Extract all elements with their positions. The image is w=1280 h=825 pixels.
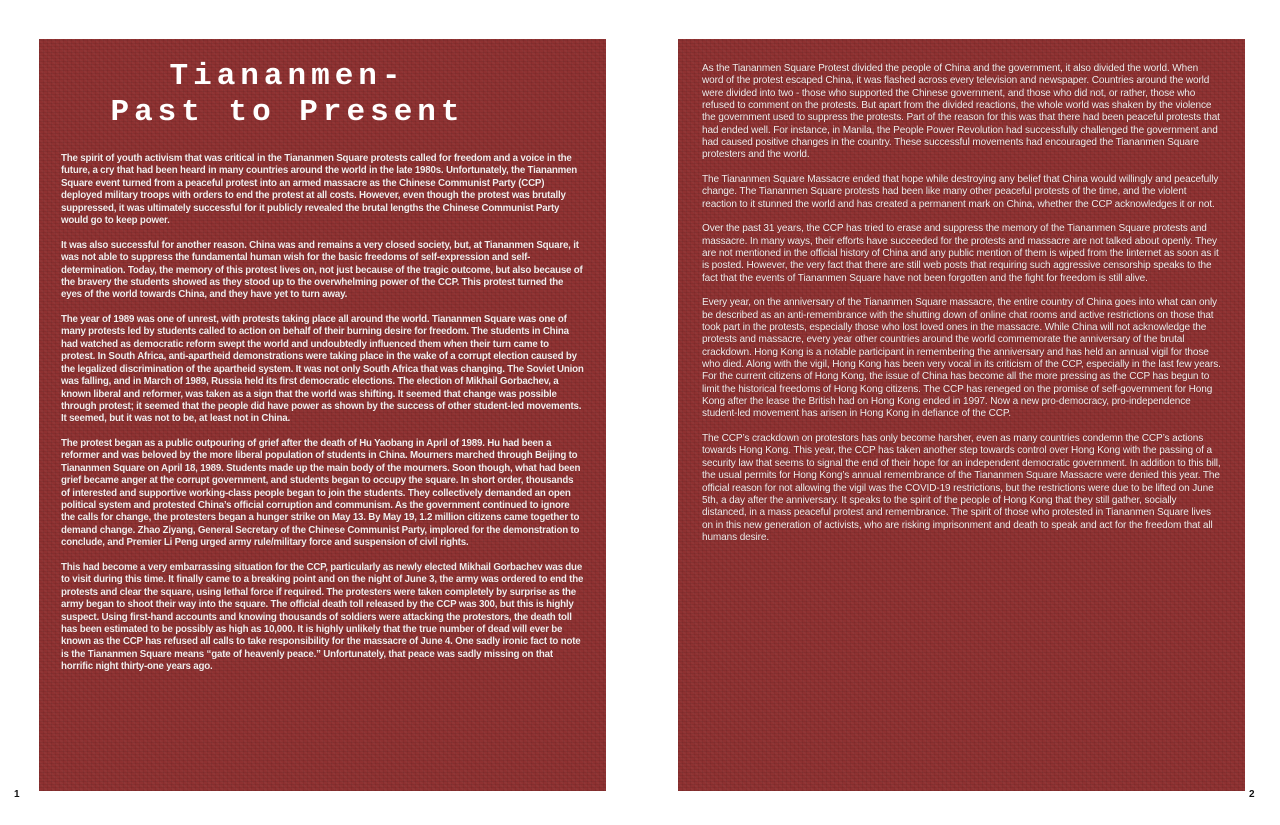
page-title	[61, 59, 584, 131]
body-paragraph: It was also successful for another reason. China was and remains a very closed society, but, at Tiananmen Square, it was not able to suppress the fundamental human wish for the basic freedoms of self-expression and self-determination. Today, the memory of this protest lives on, not just because of the tragic outcome, but also because of the bravery the students showed as they stood up to the overwhelming power of the CCP. This protest turned the eyes of the world towards China, and they have yet to turn away.	[61, 239, 583, 301]
body-paragraph: The protest began as a public outpouring of grief after the death of Hu Yaobang in April of 1989. Hu had been a reformer and was beloved by the more liberal population of students in China. Mourners marched through Beijing to Tiananmen Square on April 18, 1989. Students made up the main body of the mourners. Soon though, what had been grief became anger at the corrupt government, and students began to occupy the square. In short order, thousands of interested and supportive working-class people began to join the students. They collectively demanded an open political system and protested China’s official corruption and communism. As the government continued to ignore the calls for change, the protesters began a hunger strike on May 13. By May 19, 1.2 million citizens came together to demand change. Zhao Ziyang, General Secretary of the Chinese Communist Party, implored for the demonstration to conclude, and Premier Li Peng urged army rule/military force and suspension of civil rights.	[61, 438, 581, 549]
left-page	[39, 39, 606, 791]
page-number-left: 1	[14, 789, 20, 800]
body-paragraph: Over the past 31 years, the CCP has tried to erase and suppress the memory of the Tiananmen Square protests and massacre. In many ways, their efforts have succeeded for the protests and massacre are not talked about openly. They are not mentioned in the official history of China and any public mention of them is wiped from the Iinternet as soon as it is posted. However, the very fact that there are still web posts that requiring such aggressive censorship speaks to the fact that the events of Tiananmen Square have not been forgotten and the fight for freedom is still alive.	[702, 223, 1219, 284]
body-paragraph: As the Tiananmen Square Protest divided the people of China and the government, it also divided the world. When word of the protest escaped China, it was flashed across every television and newspaper. Countries around the world were divided into two - those who supported the Chinese government, and those who did not, or rather, those who refused to comment on the protests. But apart from the divided reactions, the whole world was shaken by the violence the government used to suppress the protests. Part of the reason for this was that there had been peaceful protests that had ended well. For instance, in Manila, the People Power Revolution had successfully challenged the government and had caused positive changes in the country. These successful movements had encouraged the Tiananmen Square protesters and the world.	[702, 63, 1220, 161]
body-paragraph: The year of 1989 was one of unrest, with protests taking place all around the world. Tiananmen Square was one of many protests led by students called to action on behalf of their burning desire for freedom. The students in China had watched as democratic reform swept the world and undoubtedly influenced them when their turn came to protest. In South Africa, anti-apartheid demonstrations were taking place in the wake of a corrupt election caused by the legalized discrimination of the apartheid system. It was not only South Africa that was changing. The Soviet Union was falling, and in March of 1989, Russia held its first democratic elections. The election of Mikhail Gorbachev, a known liberal and reformer, was taken as a sign that the world was shifting. It seemed that change was possible through protest; it seemed that the people did have power as shown by the success of other student-led movements. It seemed, but it was not to be, at least not in China.	[61, 314, 584, 425]
title-line-2: Past to Present	[110, 95, 465, 130]
body-paragraph: The CCP’s crackdown on protestors has only become harsher, even as many countries condemn the CCP’s actions towards Hong Kong. This year, the CCP has taken another step towards control over Hong Kong with the passing of a security law that seems to signal the end of their hope for an independent democratic government. In addition to this bill, the usual permits for Hong Kong’s annual remembrance of the Tiananmen Square Massacre were denied this year. The official reason for not allowing the vigil was the COVID-19 restrictions, but the restrictions were due to be lifted on June 5th, a day after the anniversary. It speaks to the spirit of the people of Hong Kong that they still gather, socially distanced, in a mass peaceful protest and remembrance. The spirit of those who protested in Tiananmen Square lives on in this new generation of activists, who are risking imprisonment and death to speak and act for the freedom that all humans desire.	[702, 433, 1221, 543]
body-paragraph: The Tiananmen Square Massacre ended that hope while destroying any belief that China would willingly and peacefully change. The Tiananmen Square protests had been like many other peaceful protests of the time, and the violent reaction to it stunned the world and has created a permanent mark on China, whether the CCP acknowledges it or not.	[702, 174, 1219, 210]
body-paragraph: Every year, on the anniversary of the Tiananmen Square massacre, the entire country of China goes into what can only be described as an anti-remembrance with the shutting down of online chat rooms and active restrictions on those that took part in the protests, especially those who lost loved ones in the massacre. While China will not acknowledge the protests and massacre, every year other countries around the world commemorate the anniversary of the brutal crackdown. Hong Kong is a notable participant in remembering the anniversary and has held an annual vigil for those who died. Along with the vigil, Hong Kong has been very vocal in its criticism of the CCP, especially in the last few years. For the current citizens of Hong Kong, the issue of China has become all the more pressing as the CCP has begun to limit the historical freedoms of Hong Kong citizens. The CCP has reneged on the promise of self-government for Hong Kong after the lease the British had on Hong Kong ended in 1997. Now a new pro-democracy, pro-independence student-led movement has arisen in Hong Kong in defiance of the CCP.	[702, 297, 1221, 420]
title-line-1: Tiananmen-	[169, 59, 406, 94]
right-page	[678, 39, 1245, 791]
page-number-right: 2	[1249, 789, 1255, 800]
body-paragraph: The spirit of youth activism that was critical in the Tiananmen Square protests called for freedom and a voice in the future, a cry that had been heard in many countries around the world in the late 1980s. Unfortunately, the Tiananmen Square event turned from a peaceful protest into an armed massacre as the Chinese Communist Party (CCP) deployed military troops with orders to end the protest at all costs. However, even though the protest was brutally suppressed, it was ultimately successful for it publicly revealed the brutal lengths the Chinese Communist Party would go to keep power.	[61, 153, 578, 227]
body-paragraph: This had become a very embarrassing situation for the CCP, particularly as newly elected Mikhail Gorbachev was due to visit during this time. It finally came to a breaking point and on the night of June 3, the army was ordered to end the protests and clear the square, using lethal force if required. The protesters were taken completely by surprise as the army began to shoot their way into the square. The official death toll released by the CCP was 300, but this is highly suspect. Using first-hand accounts and knowing thousands of soldiers were attacking the protestors, the death toll has been estimated to be possibly as high as 10,000. It is highly unlikely that the true number of dead will ever be known as the CCP has refused all calls to take responsibility for the massacre of June 4. One sadly ironic fact to note is the Tiananmen Square means “gate of heavenly peace.” Unfortunately, that peace was sadly missing on that horrific night thirty-one years ago.	[61, 561, 584, 673]
